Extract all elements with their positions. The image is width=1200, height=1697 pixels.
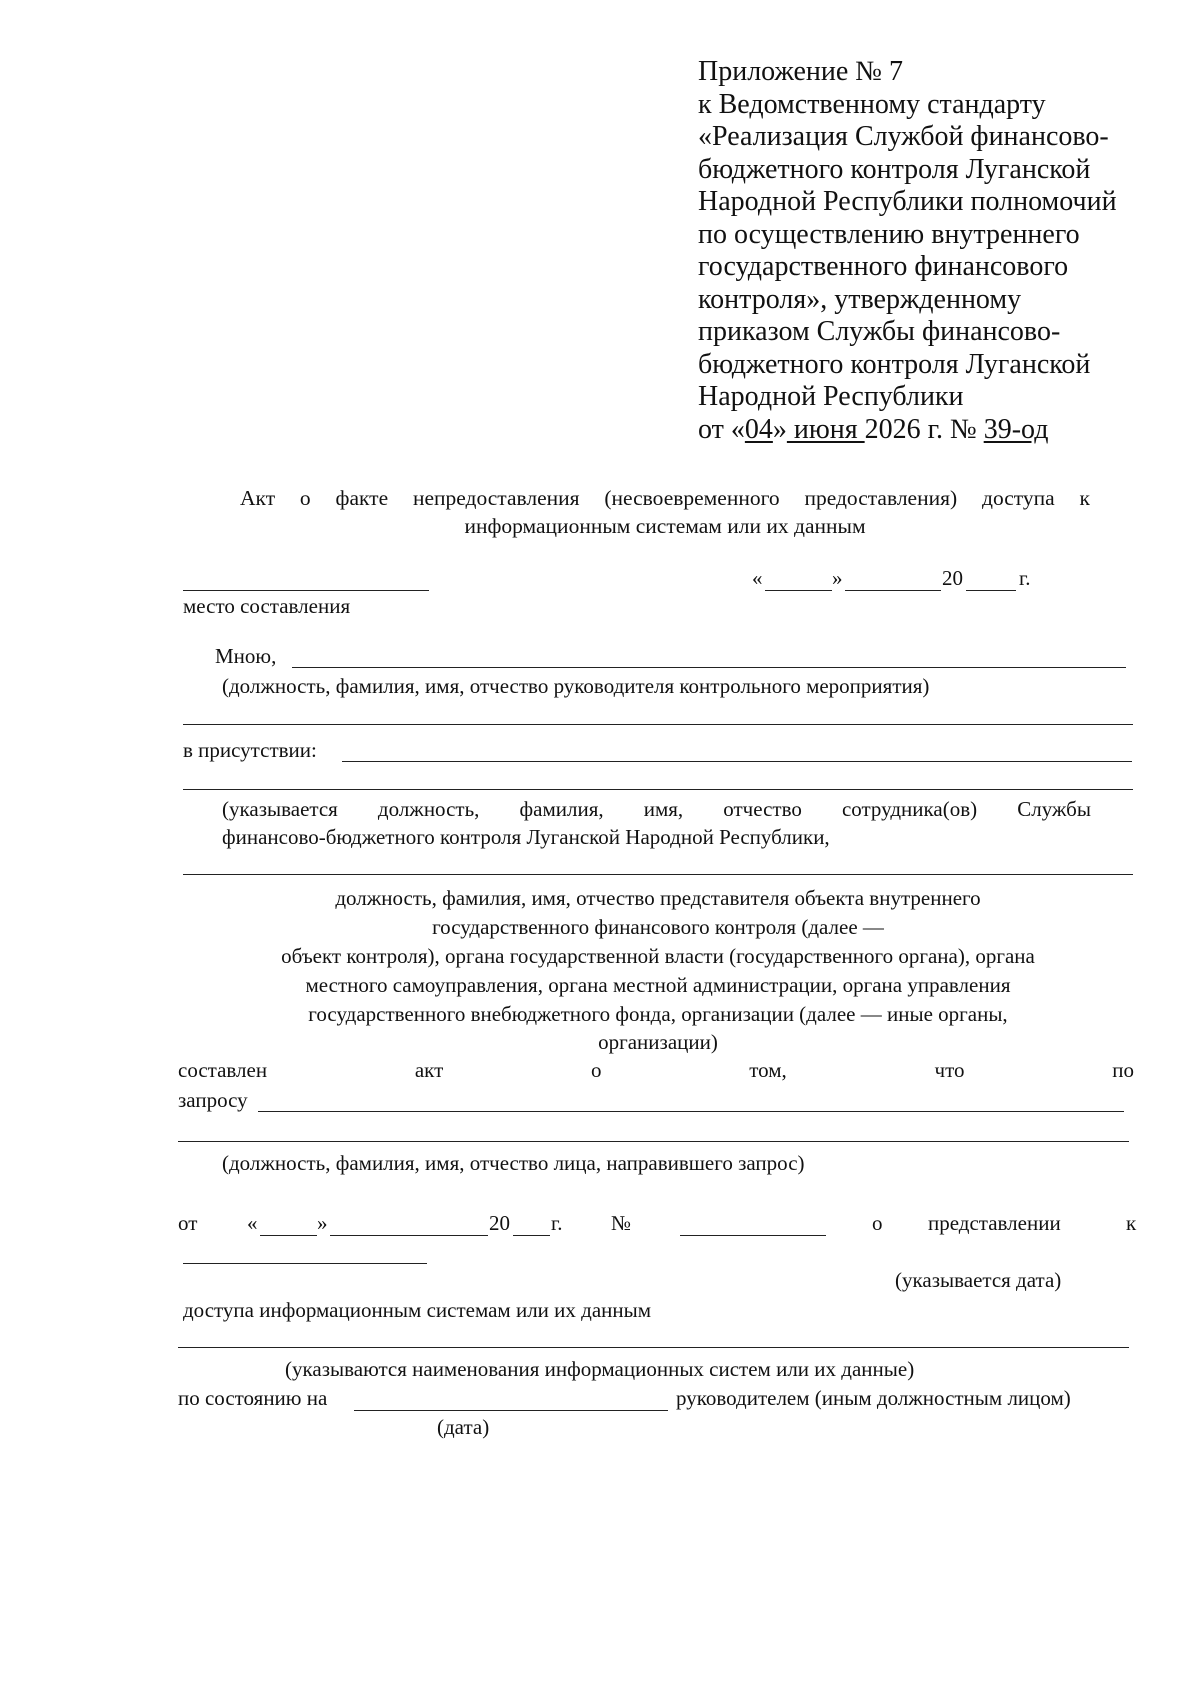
appendix-line: Народной Республики xyxy=(698,381,964,412)
appendix-date-mid: » xyxy=(772,413,787,445)
from-close-quote: » xyxy=(317,1211,328,1235)
date-day-blank[interactable] xyxy=(765,590,832,591)
request-blank-line[interactable] xyxy=(258,1111,1124,1112)
provision-blank-line[interactable] xyxy=(183,1263,427,1264)
representative-caption-line: должность, фамилия, имя, отчество представителя объекта внутреннего xyxy=(335,886,981,910)
me-caption: (должность, фамилия, имя, отчество руководителя контрольного мероприятия) xyxy=(222,674,930,698)
caption-word: должность, xyxy=(377,797,480,821)
appendix-line: Народной Республики полномочий xyxy=(698,186,1117,217)
caption-word: сотрудника(ов) xyxy=(841,797,978,821)
presence-caption-line-2: финансово-бюджетного контроля Луганской Народной Республики, xyxy=(222,825,830,849)
presence-blank-line-3[interactable] xyxy=(183,874,1133,875)
caption-word: фамилия, xyxy=(519,797,604,821)
presence-blank-line[interactable] xyxy=(342,761,1132,762)
request-blank-line-2[interactable] xyxy=(178,1141,1129,1142)
act-word: том, xyxy=(749,1058,787,1082)
status-label: по состоянию на xyxy=(178,1386,328,1410)
appendix-line: Приложение № 7 xyxy=(698,56,903,87)
number-sign: № xyxy=(611,1211,632,1235)
place-blank-line[interactable] xyxy=(183,590,429,591)
representative-caption-line: государственного внебюджетного фонда, организации (далее — иные органы, xyxy=(308,1002,1008,1026)
date-close-quote: » xyxy=(832,566,843,590)
from-month-blank[interactable] xyxy=(330,1235,488,1236)
act-word: по xyxy=(1112,1058,1134,1082)
from-label: от xyxy=(178,1211,198,1235)
representative-caption-line: государственного финансового контроля (далее — xyxy=(432,915,884,939)
appendix-line: по осуществлению внутреннего xyxy=(698,218,1080,250)
presence-label: в присутствии: xyxy=(183,738,317,762)
date-year-suffix: г. xyxy=(1019,566,1031,590)
access-text: доступа информационным системам или их данным xyxy=(183,1298,652,1322)
representative-caption-line: местного самоуправления, органа местной администрации, органа управления xyxy=(305,973,1011,997)
status-date-caption: (дата) xyxy=(437,1415,490,1439)
act-word: о xyxy=(591,1058,602,1082)
presence-caption-line-1 xyxy=(222,797,1091,822)
me-label: Мною, xyxy=(215,644,277,668)
status-date-blank[interactable] xyxy=(354,1410,668,1411)
act-title-line-2: информационным системам или их данным xyxy=(464,514,866,538)
caption-word: Службы xyxy=(1017,797,1091,821)
number-blank[interactable] xyxy=(680,1235,826,1236)
about-word: о xyxy=(872,1211,883,1235)
act-word: что xyxy=(934,1058,965,1082)
date-open-quote: « xyxy=(752,566,763,590)
from-day-blank[interactable] xyxy=(260,1235,317,1236)
act-title-text: Акт о факте непредоставления (несвоевременного предоставления) доступа к xyxy=(240,486,1090,510)
me-blank-line[interactable] xyxy=(292,667,1126,668)
appendix-block xyxy=(698,56,1138,446)
appendix-line: бюджетного контроля Луганской xyxy=(698,348,1091,380)
systems-caption: (указываются наименования информационных систем или их данные) xyxy=(285,1357,915,1381)
appendix-year: 2026 г. № xyxy=(864,413,984,445)
appendix-line: приказом Службы финансово- xyxy=(698,316,1061,347)
appendix-date-line xyxy=(698,414,1138,447)
status-tail: руководителем (иным должностным лицом) xyxy=(676,1386,1071,1410)
representative-caption-line: объект контроля), органа государственной власти (государственного органа), органа xyxy=(281,944,1035,968)
me-blank-line-2[interactable] xyxy=(183,724,1133,725)
date-month-blank[interactable] xyxy=(845,590,941,591)
date-caption: (указывается дата) xyxy=(895,1268,1062,1292)
date-century: 20 xyxy=(942,566,963,590)
appendix-line: «Реализация Службой финансово- xyxy=(698,121,1109,152)
appendix-line: к Ведомственному стандарту xyxy=(698,88,1046,120)
act-word: составлен xyxy=(178,1058,268,1082)
systems-blank-line[interactable] xyxy=(178,1347,1129,1348)
request-label: запросу xyxy=(178,1088,248,1112)
act-title-line-1 xyxy=(240,486,1090,511)
caption-word: отчество xyxy=(723,797,802,821)
act-statement-row xyxy=(178,1058,1134,1083)
caption-word: (указывается xyxy=(222,797,338,821)
appendix-day: 04 xyxy=(744,413,773,445)
to-word: к xyxy=(1126,1211,1137,1235)
provision-word: представлении xyxy=(928,1211,1061,1235)
appendix-month: июня xyxy=(786,413,865,445)
appendix-line: бюджетного контроля Луганской xyxy=(698,153,1091,185)
from-year-suffix: г. xyxy=(551,1211,563,1235)
date-year-blank[interactable] xyxy=(966,590,1016,591)
appendix-date-prefix: от « xyxy=(698,413,745,445)
appendix-line: государственного финансового xyxy=(698,251,1069,282)
from-century: 20 xyxy=(489,1211,510,1235)
presence-blank-line-2[interactable] xyxy=(183,789,1133,790)
caption-word: имя, xyxy=(643,797,684,821)
representative-caption-line: организации) xyxy=(598,1030,718,1054)
from-open-quote: « xyxy=(247,1211,258,1235)
act-word: акт xyxy=(414,1058,444,1082)
appendix-number: 39-од xyxy=(983,413,1049,445)
place-caption: место составления xyxy=(183,594,351,618)
from-year-blank[interactable] xyxy=(513,1235,550,1236)
request-caption: (должность, фамилия, имя, отчество лица, направившего запрос) xyxy=(222,1151,805,1175)
appendix-line: контроля», утвержденному xyxy=(698,283,1022,315)
